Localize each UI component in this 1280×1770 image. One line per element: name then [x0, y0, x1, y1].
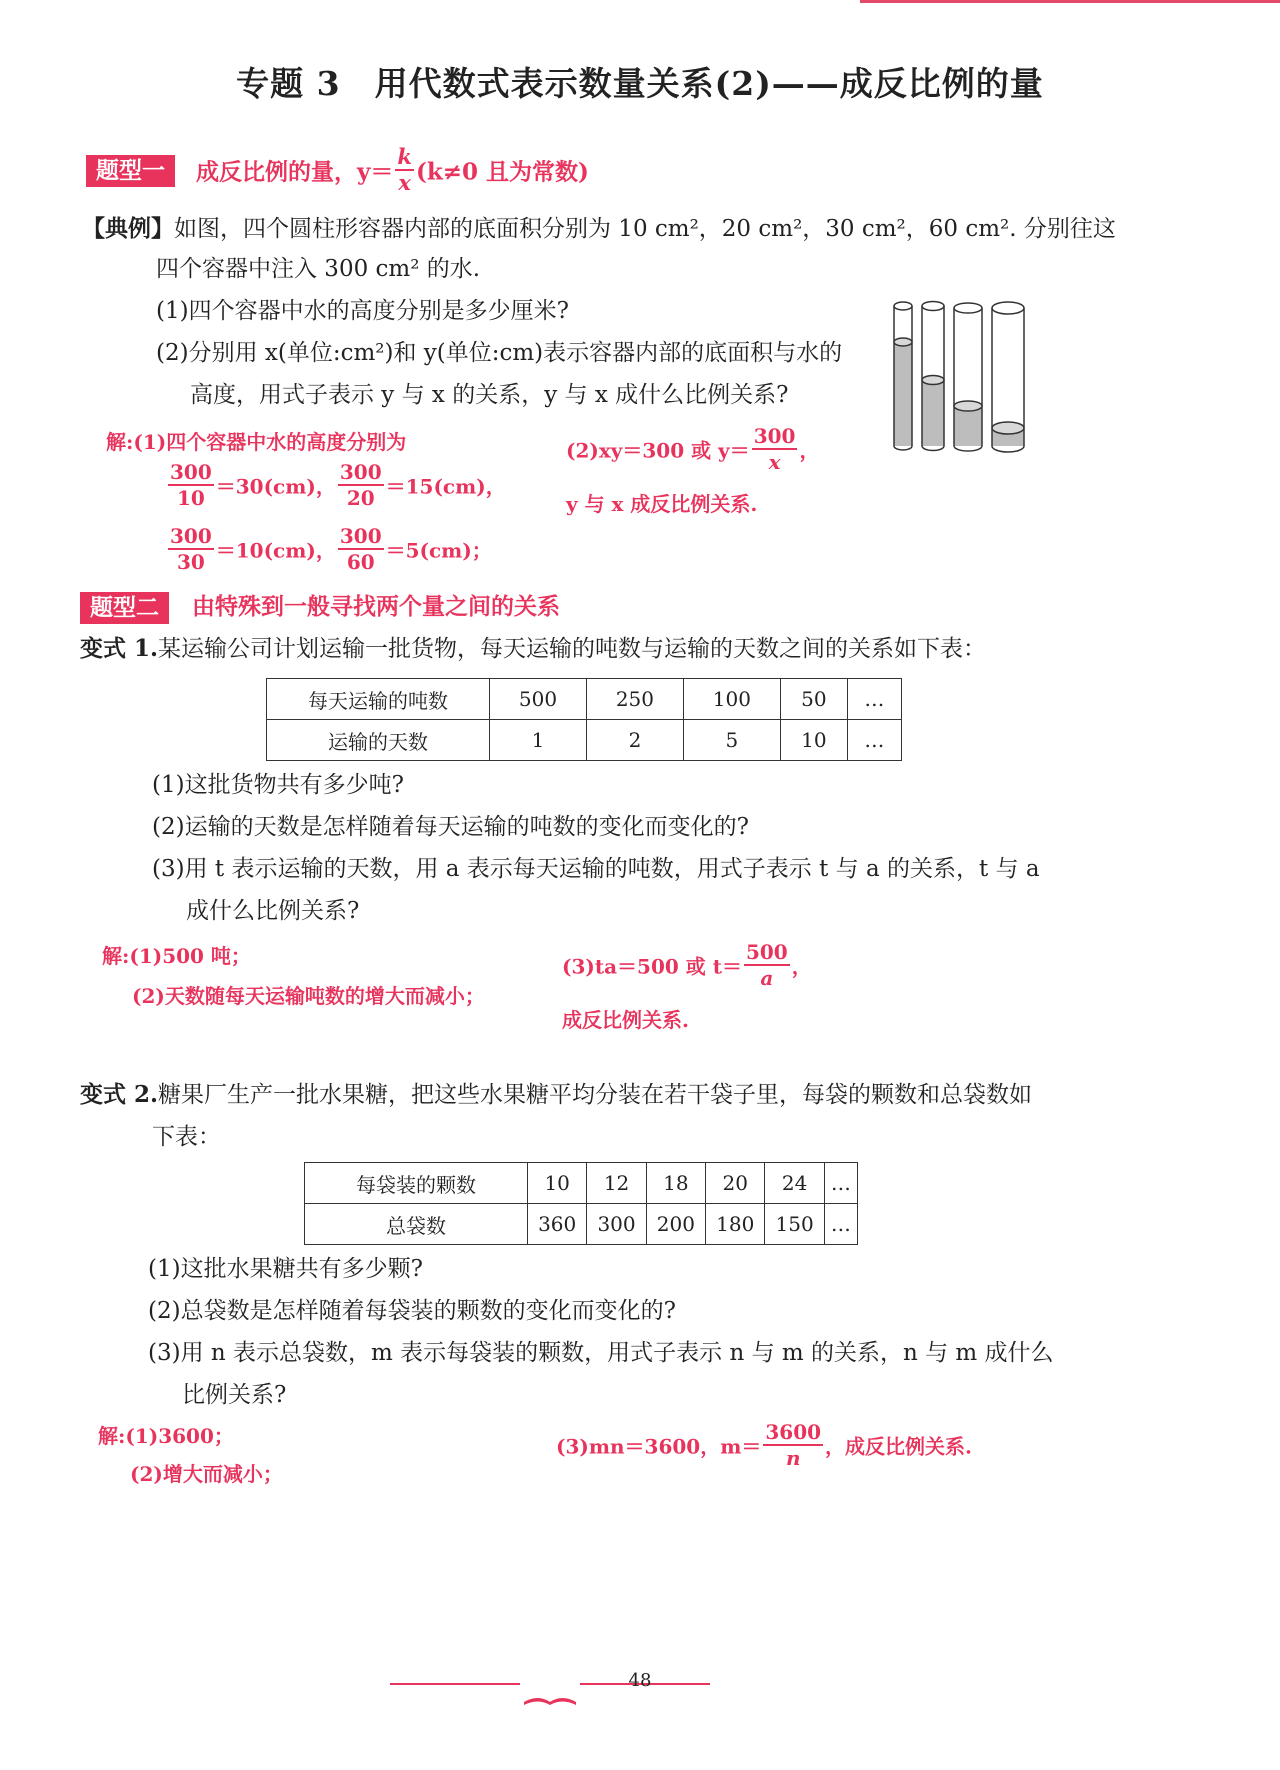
variant1-q3b: 成什么比例关系?: [186, 898, 360, 924]
example-answer-heights-1: $\frac{300}{10}$ ＝30(cm)， $\frac{300}{20}$ ＝15(cm)，: [170, 460, 506, 510]
variant1-answer-3b: 成反比例关系.: [562, 1008, 689, 1032]
table-cell: 总袋数: [305, 1204, 528, 1245]
table-cell: …: [824, 1204, 857, 1245]
cylinder-containers-figure: [888, 296, 1028, 456]
variant2-q2: (2)总袋数是怎样随着每袋装的颗数的变化而变化的?: [148, 1298, 676, 1324]
variant1-answer-2: (2)天数随每天运输吨数的增大而减小；: [132, 984, 485, 1008]
variant2-q3b: 比例关系?: [182, 1382, 287, 1408]
table-cell: 5: [683, 720, 780, 761]
table-row: [305, 1163, 858, 1204]
variant2-answer-1: 解:(1)3600；: [98, 1424, 234, 1448]
table-row: [267, 679, 902, 720]
variant2-answer-2: (2)增大而减小；: [130, 1462, 283, 1486]
book-ornament-icon: [520, 1690, 580, 1708]
variant2-table: [304, 1162, 858, 1245]
table-cell: 每袋装的颗数: [305, 1163, 528, 1204]
table-cell: 运输的天数: [267, 720, 490, 761]
table-cell: 300: [587, 1204, 646, 1245]
table-cell: 50: [780, 679, 847, 720]
variant1-table: [266, 678, 902, 761]
variant1-intro: 变式 1.某运输公司计划运输一批货物，每天运输的吨数与运输的天数之间的关系如下表：: [80, 635, 987, 662]
section-tag-2: 题型二: [80, 592, 169, 624]
variant2-q1: (1)这批水果糖共有多少颗?: [148, 1256, 423, 1282]
table-cell: 500: [490, 679, 587, 720]
example-answer-2: (2)xy＝300 或 y＝ $\frac{300}{x}$ ，: [566, 424, 820, 474]
table-cell: 180: [706, 1204, 765, 1245]
variant2-answer-3: (3)mn＝3600，m＝ $\frac{3600}{n}$ ，成反比例关系.: [556, 1420, 973, 1470]
variant2-intro2: 下表：: [152, 1124, 221, 1150]
variant1-answer-3: (3)ta＝500 或 t＝ $\frac{500}{a}$ ，: [562, 940, 812, 990]
example-q1: (1)四个容器中水的高度分别是多少厘米?: [156, 298, 569, 324]
variant1-answer-1: 解:(1)500 吨；: [102, 944, 251, 968]
page-title: 专题 3 用代数式表示数量关系(2)——成反比例的量: [236, 64, 1044, 103]
page-number: 48: [628, 1670, 652, 1691]
table-cell: 每天运输的吨数: [267, 679, 490, 720]
table-cell: 20: [706, 1163, 765, 1204]
example-answer-heights-2: $\frac{300}{30}$ ＝10(cm)， $\frac{300}{60}$ ＝5(cm)；: [170, 524, 492, 574]
table-cell: 18: [646, 1163, 705, 1204]
example-q2b: 高度，用式子表示 y 与 x 的关系，y 与 x 成什么比例关系?: [190, 382, 789, 408]
example-answer-1: 解:(1)四个容器中水的高度分别为: [106, 430, 407, 454]
variant2-intro1: 变式 2.糖果厂生产一批水果糖，把这些水果糖平均分装在若干袋子里，每袋的颗数和总袋数如: [80, 1081, 1033, 1108]
section-heading-1: 成反比例的量，y＝ $\frac{k}{x}$ (k≠0 且为常数): [196, 144, 589, 195]
table-cell: 10: [780, 720, 847, 761]
variant1-q3a: (3)用 t 表示运输的天数，用 a 表示每天运输的吨数，用式子表示 t 与 a 的关系，t 与 a: [152, 856, 1040, 882]
example-line1: 【典例】如图，四个圆柱形容器内部的底面积分别为 10 cm²，20 cm²，30 cm²，60 cm². 分别往这: [82, 215, 1116, 242]
table-cell: 360: [528, 1204, 587, 1245]
table-cell: 150: [765, 1204, 824, 1245]
variant1-q1: (1)这批货物共有多少吨?: [152, 772, 404, 798]
table-cell: …: [824, 1163, 857, 1204]
example-answer-2b: y 与 x 成反比例关系.: [566, 492, 758, 516]
table-cell: …: [847, 720, 901, 761]
variant2-q3a: (3)用 n 表示总袋数，m 表示每袋装的颗数，用式子表示 n 与 m 的关系，n 与 m 成什么: [148, 1340, 1054, 1366]
table-cell: 250: [586, 679, 683, 720]
table-cell: 10: [528, 1163, 587, 1204]
example-q2a: (2)分别用 x(单位:cm²)和 y(单位:cm)表示容器内部的底面积与水的: [156, 340, 843, 366]
table-cell: 24: [765, 1163, 824, 1204]
variant1-q2: (2)运输的天数是怎样随着每天运输的吨数的变化而变化的?: [152, 814, 749, 840]
table-cell: 12: [587, 1163, 646, 1204]
section-tag-1: 题型一: [86, 155, 175, 187]
table-row: [305, 1204, 858, 1245]
example-line2: 四个容器中注入 300 cm² 的水.: [156, 256, 481, 282]
table-row: [267, 720, 902, 761]
top-border: [860, 0, 1280, 3]
table-cell: 200: [646, 1204, 705, 1245]
section-heading-2: 由特殊到一般寻找两个量之间的关系: [192, 593, 560, 620]
table-cell: 2: [586, 720, 683, 761]
table-cell: 1: [490, 720, 587, 761]
table-cell: 100: [683, 679, 780, 720]
table-cell: …: [847, 679, 901, 720]
